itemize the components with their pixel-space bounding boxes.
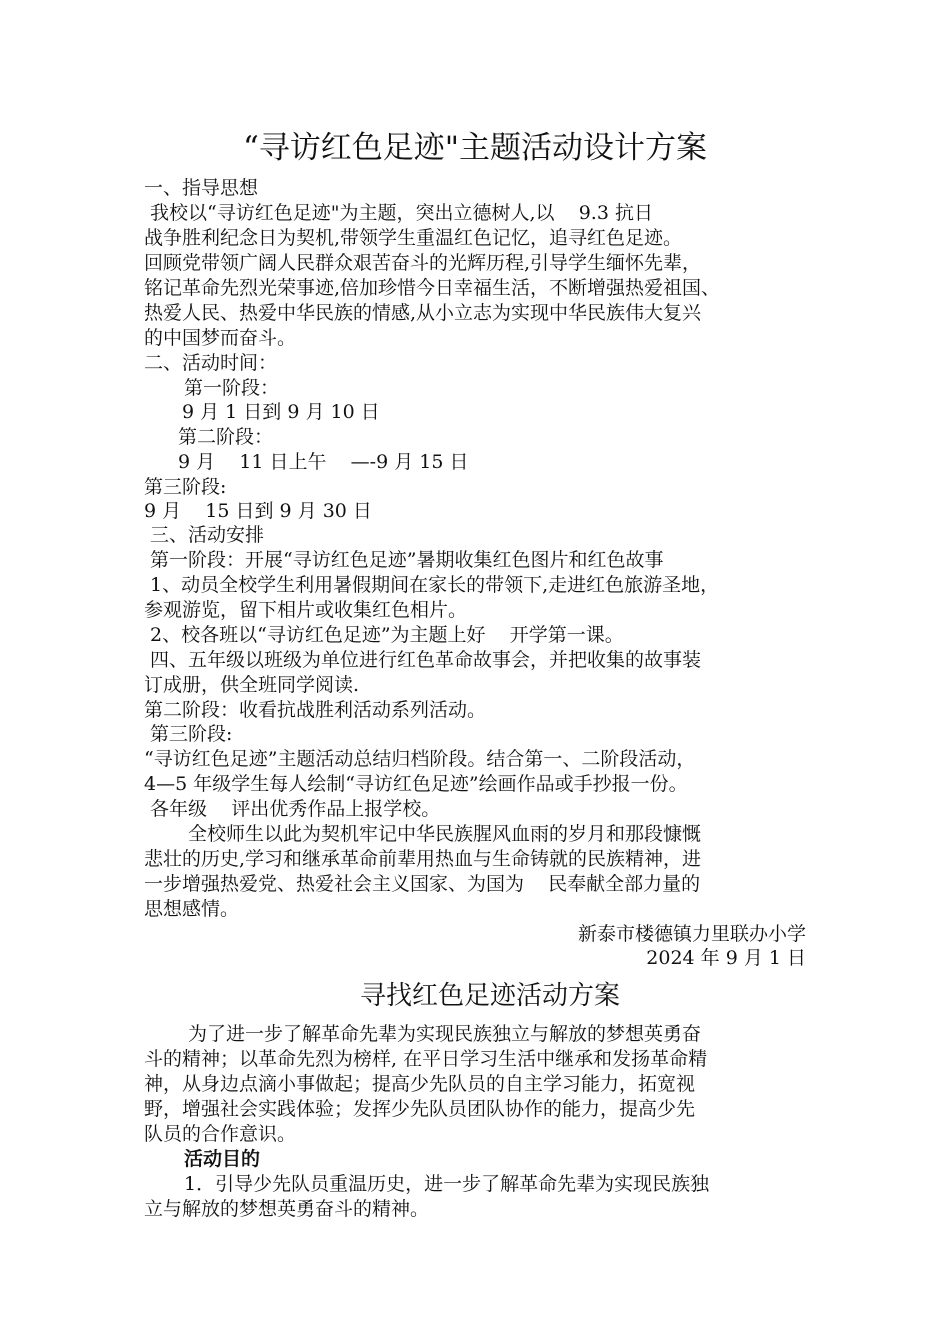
stage-label: 第三阶段: [144, 476, 227, 498]
paragraph-line: 回顾党带领广阔人民群众艰苦奋斗的光辉历程,引导学生缅怀先辈， [144, 252, 702, 274]
signature-org: 新泰市楼德镇力里联办小学 [577, 923, 806, 945]
section-heading: 三、活动安排 [144, 524, 265, 546]
paragraph-line: 四、五年级以班级为单位进行红色革命故事会，并把收集的故事装 [144, 649, 702, 671]
section-heading: 活动目的 [184, 1148, 261, 1170]
paragraph-line: 战争胜利纪念日为契机,带领学生重温红色记忆，追寻红色足迹。 [144, 227, 683, 249]
paragraph-line: 一步增强热爱党、热爱社会主义国家、为国为 民奉献全部力量的 [144, 873, 701, 895]
paragraph-line: 参观游览，留下相片或收集红色相片。 [144, 599, 468, 621]
paragraph-line: 的中国梦而奋斗。 [144, 327, 297, 349]
paragraph-line: 订成册，供全班同学阅读. [144, 674, 360, 696]
paragraph-line: 1、动员全校学生利用暑假期间在家长的带领下,走进红色旅游圣地， [144, 574, 720, 596]
paragraph-line: 第一阶段：开展“寻访红色足迹”暑期收集红色图片和红色故事 [144, 549, 664, 571]
paragraph-line: 全校师生以此为契机牢记中华民族腥风血雨的岁月和那段慷慨 [188, 823, 702, 845]
paragraph-line: 斗的精神；以革命先烈为榜样, 在平日学习生活中继承和发扬革命精 [144, 1048, 708, 1070]
paragraph-line: 神，从身边点滴小事做起；提高少先队员的自主学习能力，拓宽视 [144, 1073, 696, 1095]
paragraph-line: 野，增强社会实践体验；发挥少先队员团队协作的能力，提高少先 [144, 1098, 696, 1120]
paragraph-line: “寻访红色足迹”主题活动总结归档阶段。结合第一、二阶段活动， [144, 748, 696, 770]
stage-dates: 9 月 11 日上午 —-9 月 15 日 [178, 451, 469, 473]
paragraph-line: 思想感情。 [144, 898, 240, 920]
stage-label: 第三阶段: [144, 723, 233, 745]
paragraph-line: 为了进一步了解革命先辈为实现民族独立与解放的梦想英勇奋 [188, 1023, 702, 1045]
paragraph-line: 2、校各班以“寻访红色足迹”为主题上好 开学第一课。 [144, 624, 624, 646]
paragraph-line: 4—5 年级学生每人绘制“寻访红色足迹”绘画作品或手抄报一份。 [144, 773, 688, 795]
stage-label: 第二阶段： [178, 426, 274, 448]
signature-date: 2024 年 9 月 1 日 [646, 947, 806, 969]
paragraph-line: 铭记革命先烈光荣事迹,倍加珍惜今日幸福生活，不断增强热爱祖国、 [144, 277, 721, 299]
paragraph-line: 各年级 评出优秀作品上报学校。 [144, 798, 441, 820]
paragraph-line: 第二阶段：收看抗战胜利活动系列活动。 [144, 699, 487, 721]
stage-dates: 9 月 15 日到 9 月 30 日 [144, 500, 372, 522]
paragraph-line: 热爱人民、热爱中华民族的情感,从小立志为实现中华民族伟大复兴 [144, 302, 702, 324]
paragraph-line: 队员的合作意识。 [144, 1123, 297, 1145]
section-heading: 二、活动时间： [144, 352, 278, 374]
stage-label: 第一阶段： [184, 377, 280, 399]
paragraph-line: 我校以“寻访红色足迹"为主题，突出立德树人,以 9.3 抗日 [144, 202, 653, 224]
document-title-2: 寻找红色足迹活动方案 [359, 981, 620, 1011]
stage-dates: 9 月 1 日到 9 月 10 日 [182, 401, 380, 423]
document-title: “寻访红色足迹"主题活动设计方案 [242, 130, 708, 166]
paragraph-line: 立与解放的梦想英勇奋斗的精神。 [144, 1198, 430, 1220]
paragraph-line: 1．引导少先队员重温历史，进一步了解革命先辈为实现民族独 [184, 1173, 710, 1195]
section-heading: 一、指导思想 [144, 177, 259, 199]
paragraph-line: 悲壮的历史,学习和继承革命前辈用热血与生命铸就的民族精神，进 [144, 848, 702, 870]
